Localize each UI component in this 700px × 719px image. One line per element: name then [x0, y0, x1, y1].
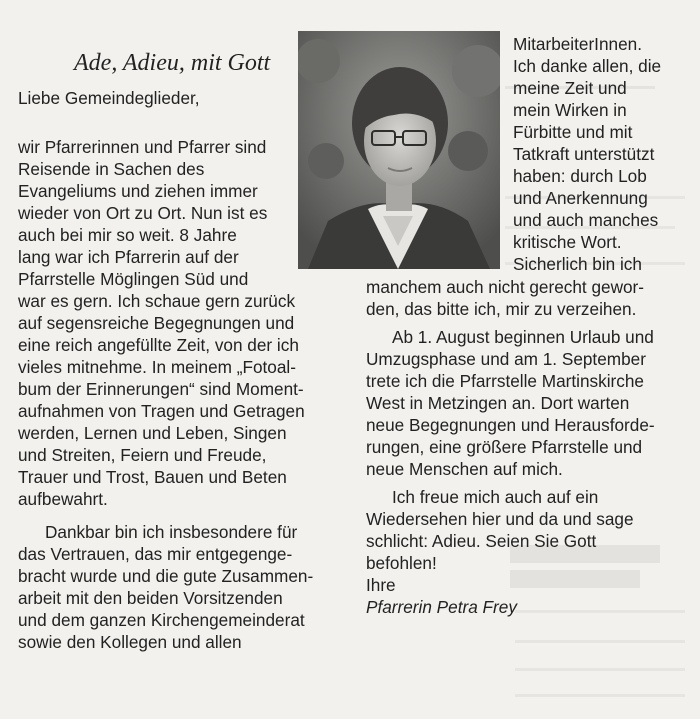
article-title: Ade, Adieu, mit Gott — [74, 50, 271, 76]
text-line: Trauer und Trost, Bauen und Beten — [18, 467, 287, 487]
text-line: manchem auch nicht gerecht gewor- — [366, 277, 645, 297]
text-line: eine reich angefüllte Zeit, von der ich — [18, 335, 299, 355]
text-line: haben: durch Lob — [513, 166, 647, 186]
text-line: Evangeliums und ziehen immer — [18, 181, 258, 201]
text-line: aufbewahrt. — [18, 489, 108, 509]
text-line: Ich freue mich auch auf ein — [392, 487, 599, 507]
text-line: aufnahmen von Tragen und Getragen — [18, 401, 305, 421]
text-line: das Vertrauen, das mir entgegenge- — [18, 544, 293, 564]
text-line: den, das bitte ich, mir zu verzeihen. — [366, 299, 637, 319]
text-line: wieder von Ort zu Ort. Nun ist es — [18, 203, 268, 223]
text-line: werden, Lernen und Leben, Singen — [18, 423, 287, 443]
text-line: auf segensreiche Begegnungen und — [18, 313, 295, 333]
signature: Pfarrerin Petra Frey — [366, 597, 517, 617]
text-line: arbeit mit den beiden Vorsitzenden — [18, 588, 283, 608]
text-line: trete ich die Pfarrstelle Martinskirche — [366, 371, 644, 391]
text-line: wir Pfarrerinnen und Pfarrer sind — [18, 137, 267, 157]
greeting: Liebe Gemeindeglieder, — [18, 88, 200, 108]
text-line: war es gern. Ich schaue gern zurück — [18, 291, 296, 311]
text-line: und Streiten, Feiern und Freude, — [18, 445, 267, 465]
text-line: lang war ich Pfarrerin auf der — [18, 247, 239, 267]
text-line: auch bei mir so weit. 8 Jahre — [18, 225, 237, 245]
text-line: Umzugsphase und am 1. September — [366, 349, 646, 369]
text-line: und dem ganzen Kirchengemeinderat — [18, 610, 305, 630]
portrait-photo — [298, 31, 500, 269]
text-line: kritische Wort. — [513, 232, 622, 252]
text-line: Tatkraft unterstützt — [513, 144, 655, 164]
text-line: MitarbeiterInnen. — [513, 34, 642, 54]
text-line: und auch manches — [513, 210, 659, 230]
text-line: mein Wirken in — [513, 100, 627, 120]
text-line: Dankbar bin ich insbesondere für — [45, 522, 298, 542]
text-line: befohlen! — [366, 553, 437, 573]
portrait-icon — [298, 31, 500, 269]
text-line: neue Menschen auf mich. — [366, 459, 563, 479]
text-line: Ich danke allen, die — [513, 56, 662, 76]
text-line: sowie den Kollegen und allen — [18, 632, 242, 652]
text-line: Pfarrstelle Möglingen Süd und — [18, 269, 249, 289]
text-line: meine Zeit und — [513, 78, 627, 98]
text-line: und Anerkennung — [513, 188, 648, 208]
text-line: Sicherlich bin ich — [513, 254, 642, 274]
text-line: Reisende in Sachen des — [18, 159, 205, 179]
text-line: bracht wurde und die gute Zusammen- — [18, 566, 314, 586]
text-line: Ab 1. August beginnen Urlaub und — [392, 327, 654, 347]
text-line: neue Begegnungen und Herausforde- — [366, 415, 655, 435]
text-line: schlicht: Adieu. Seien Sie Gott — [366, 531, 597, 551]
text-line: Fürbitte und mit — [513, 122, 633, 142]
text-line: rungen, eine größere Pfarrstelle und — [366, 437, 643, 457]
text-line: West in Metzingen an. Dort warten — [366, 393, 630, 413]
text-line: Ihre — [366, 575, 396, 595]
text-line: vieles mitnehme. In meinem „Fotoal- — [18, 357, 296, 377]
text-line: Wiedersehen hier und da und sage — [366, 509, 634, 529]
text-line: bum der Erinnerungen“ sind Moment- — [18, 379, 304, 399]
